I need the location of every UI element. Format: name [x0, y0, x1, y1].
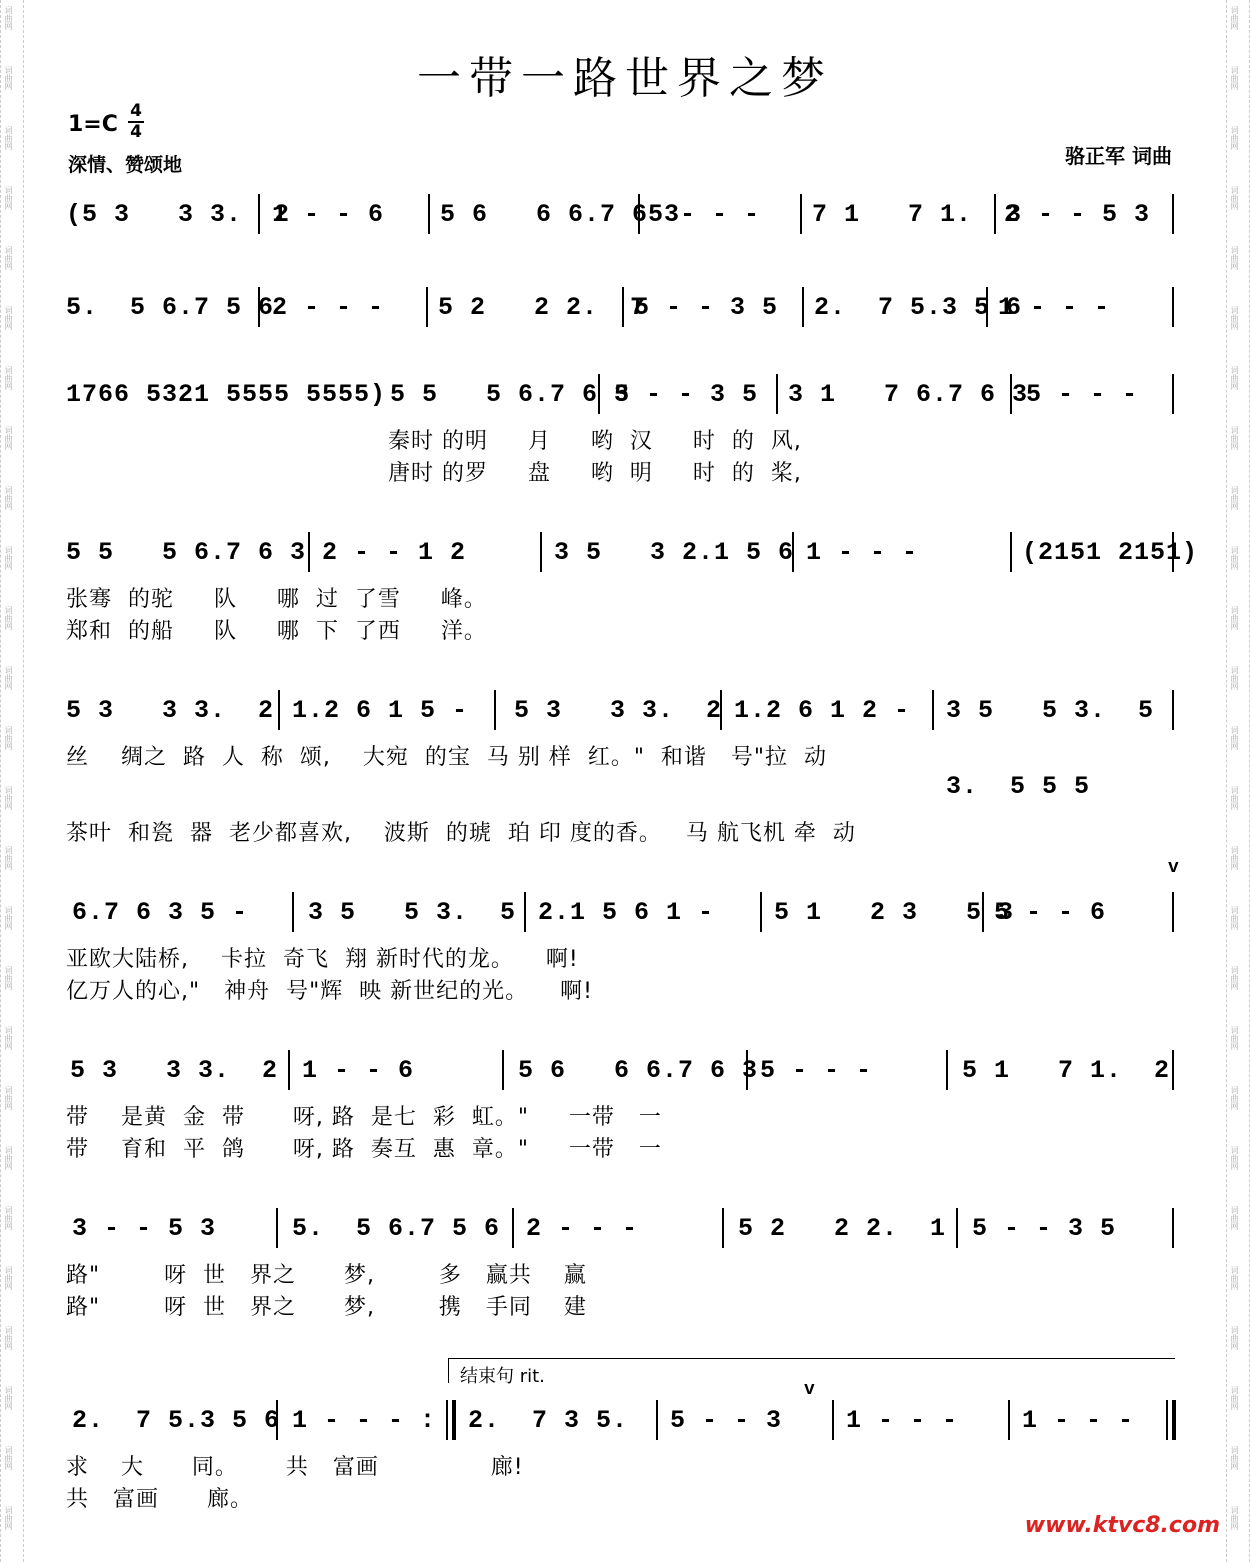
- measure: 3 5 3 2.1 5 6: [554, 538, 795, 567]
- measure: 5 - - 3 5: [972, 1214, 1117, 1243]
- measure: 5 2 2 2. 1: [738, 1214, 947, 1243]
- margin-watermark-text: 词曲网: [1230, 486, 1239, 510]
- score-system-6: [66, 898, 1176, 938]
- measure: 5 6 6 6.7 6 3: [440, 200, 681, 229]
- lyrics-verse-1: 求 大 同。 共 富画 廊!: [66, 1455, 524, 1480]
- margin-watermark-text: 词曲网: [1230, 1266, 1239, 1290]
- score-system-4: [66, 538, 1199, 578]
- measure: 5 6 6 6.7 6 3: [518, 1056, 759, 1085]
- measure: 5. 5 6.7 5 6: [66, 293, 275, 322]
- measure: 3 5 5 3. 5: [308, 898, 517, 927]
- measure: 1 - - -: [1022, 1406, 1135, 1435]
- margin-watermark-text: 词曲网: [4, 186, 13, 210]
- margin-watermark-text: 词曲网: [1230, 906, 1239, 930]
- tempo-marking: 深情、赞颂地: [68, 154, 183, 176]
- margin-watermark-text: 词曲网: [1230, 366, 1239, 390]
- margin-watermark-text: 词曲网: [4, 1266, 13, 1290]
- measure: 3 5 5 3. 5: [946, 696, 1155, 725]
- margin-watermark-text: 词曲网: [1230, 606, 1239, 630]
- alternate-notes: 3. 5 5 5: [946, 772, 1091, 801]
- margin-watermark-text: 词曲网: [1230, 966, 1239, 990]
- margin-watermark-text: 词曲网: [1230, 1026, 1239, 1050]
- lyrics-verse-1: 亚欧大陆桥, 卡拉 奇飞 翔 新时代的龙。 啊!: [66, 947, 579, 972]
- margin-watermark-text: 词曲网: [1230, 126, 1239, 150]
- margin-watermark-text: 词曲网: [4, 726, 13, 750]
- measure: 5 3 3 3. 2: [66, 696, 275, 725]
- measure: 3 1 7 6.7 6 3: [788, 380, 1029, 409]
- measure: 1 - - -: [846, 1406, 959, 1435]
- score-system-5: [66, 696, 1176, 736]
- margin-watermark-text: 词曲网: [1230, 306, 1239, 330]
- measure: 5 - - 3 5: [614, 380, 759, 409]
- margin-watermark-text: 词曲网: [4, 66, 13, 90]
- measure: 2 - - -: [272, 293, 385, 322]
- margin-watermark-text: 词曲网: [4, 366, 13, 390]
- song-title: 一带一路世界之梦: [417, 53, 833, 104]
- margin-watermark-text: 词曲网: [4, 1086, 13, 1110]
- margin-watermark-text: 词曲网: [4, 966, 13, 990]
- margin-watermark-text: 词曲网: [4, 606, 13, 630]
- lyrics-verse-2: 郑和 的船 队 哪 下 了西 洋。: [66, 619, 487, 644]
- measure: 5 3 3 3. 2: [514, 696, 723, 725]
- site-logo: www.ktvc8.com: [1024, 1513, 1220, 1538]
- margin-watermark-text: 词曲网: [4, 1026, 13, 1050]
- margin-watermark-text: 词曲网: [4, 126, 13, 150]
- margin-watermark-text: 词曲网: [1230, 6, 1239, 30]
- ending-label: 结束句 rit.: [460, 1366, 545, 1387]
- measure: 2 - - -: [526, 1214, 639, 1243]
- meter-top: 4: [130, 101, 142, 121]
- measure: (2151 2151): [1022, 538, 1199, 567]
- measure: 7 1 7 1. 2: [812, 200, 1021, 229]
- margin-watermark-text: 词曲网: [4, 426, 13, 450]
- lyrics-verse-2: 唐时 的罗 盘 哟 明 时 的 桨,: [388, 461, 802, 486]
- score-system-8: [66, 1214, 1176, 1254]
- measure: 1 - - -: [806, 538, 919, 567]
- measure: 2. 7 5.3 5 6: [72, 1406, 281, 1435]
- author-credit: 骆正军 词曲: [1065, 144, 1172, 168]
- right-margin-strip: [1226, 0, 1250, 1562]
- margin-watermark-text: 词曲网: [1230, 1206, 1239, 1230]
- margin-watermark-text: 词曲网: [1230, 186, 1239, 210]
- lyrics-verse-1: 秦时 的明 月 哟 汉 时 的 风,: [388, 429, 802, 454]
- margin-watermark-text: 词曲网: [1230, 666, 1239, 690]
- measure: 5 - - 6: [994, 898, 1107, 927]
- measure: (5 3 3 3. 2: [66, 200, 291, 229]
- measure: 5 - - 3 5: [634, 293, 779, 322]
- margin-watermark-text: 词曲网: [1230, 846, 1239, 870]
- measure: 1766 5321 5555 5555): [66, 380, 387, 409]
- margin-watermark-text: 词曲网: [4, 1146, 13, 1170]
- measure: 3 - - 5 3: [72, 1214, 217, 1243]
- margin-watermark-text: 词曲网: [4, 786, 13, 810]
- margin-watermark-text: 词曲网: [4, 1206, 13, 1230]
- margin-watermark-text: 词曲网: [1230, 1506, 1239, 1530]
- measure: 1 - - 6: [272, 200, 385, 229]
- measure: 5 - - 3: [670, 1406, 783, 1435]
- measure: 2 - - 1 2: [322, 538, 467, 567]
- measure: 5 - - -: [1026, 380, 1139, 409]
- margin-watermark-text: 词曲网: [4, 666, 13, 690]
- margin-watermark-text: 词曲网: [4, 1506, 13, 1530]
- measure: 2.1 5 6 1 -: [538, 898, 715, 927]
- lyrics-verse-2: 带 育和 平 鸽 呀, 路 奏互 惠 章。" 一带 一: [66, 1137, 662, 1162]
- margin-watermark-text: 词曲网: [1230, 1086, 1239, 1110]
- lyrics-verse-2: 共 富画 廊。: [66, 1487, 253, 1512]
- measure: 5. 5 6.7 5 6: [292, 1214, 501, 1243]
- measure: 1 - - 6: [302, 1056, 415, 1085]
- lyrics-verse-1: 路" 呀 世 界之 梦, 多 赢共 赢: [66, 1263, 587, 1288]
- measure: 5 5 5 6.7 6 3: [66, 538, 307, 567]
- margin-watermark-text: 词曲网: [1230, 786, 1239, 810]
- score-system-2: [66, 293, 1176, 333]
- measure: 1 - - - :: [292, 1406, 437, 1435]
- measure: 2. 7 5.3 5 6: [814, 293, 1023, 322]
- measure: 5 5 5 6.7 6 3: [390, 380, 631, 409]
- measure: 1.2 6 1 5 -: [292, 696, 469, 725]
- left-margin-strip: [0, 0, 24, 1562]
- lyrics-verse-2: 路" 呀 世 界之 梦, 携 手同 建: [66, 1295, 587, 1320]
- margin-watermark-text: 词曲网: [4, 1326, 13, 1350]
- margin-watermark-text: 词曲网: [1230, 1326, 1239, 1350]
- margin-watermark-text: 词曲网: [1230, 426, 1239, 450]
- breath-mark: v: [804, 1380, 816, 1400]
- margin-watermark-text: 词曲网: [1230, 246, 1239, 270]
- measure: 5 2 2 2. 7: [438, 293, 647, 322]
- measure: 5 1 7 1. 2: [962, 1056, 1171, 1085]
- time-signature: [128, 103, 144, 141]
- lyrics-verse-1: 丝 绸之 路 人 称 颂, 大宛 的宝 马 别 样 红。" 和谐 号"拉 动: [66, 745, 828, 770]
- margin-watermark-text: 词曲网: [1230, 546, 1239, 570]
- lyrics-verse-2: 茶叶 和瓷 器 老少都喜欢, 波斯 的琥 珀 印 度的香。 马 航飞机 牵 动: [66, 821, 856, 846]
- margin-watermark-text: 词曲网: [1230, 1146, 1239, 1170]
- lyrics-verse-1: 带 是黄 金 带 呀, 路 是七 彩 虹。" 一带 一: [66, 1105, 662, 1130]
- lyrics-verse-1: 张骞 的驼 队 哪 过 了雪 峰。: [66, 587, 487, 612]
- margin-watermark-text: 词曲网: [4, 846, 13, 870]
- lyrics-verse-2: 亿万人的心," 神舟 号"辉 映 新世纪的光。 啊!: [66, 979, 593, 1004]
- key-signature: 1=C: [68, 112, 118, 137]
- margin-watermark-text: 词曲网: [4, 306, 13, 330]
- margin-watermark-text: 词曲网: [1230, 726, 1239, 750]
- margin-watermark-text: 词曲网: [1230, 66, 1239, 90]
- measure: 5 1 2 3 5 3: [774, 898, 1015, 927]
- measure: 6.7 6 3 5 -: [72, 898, 249, 927]
- score-system-1: [66, 200, 1176, 240]
- margin-watermark-text: 词曲网: [4, 1386, 13, 1410]
- margin-watermark-text: 词曲网: [1230, 1386, 1239, 1410]
- measure: 3 - - 5 3: [1006, 200, 1151, 229]
- margin-watermark-text: 词曲网: [4, 246, 13, 270]
- margin-watermark-text: 词曲网: [4, 6, 13, 30]
- meter-bottom: 4: [130, 122, 142, 142]
- measure: 2. 7 3 5.: [468, 1406, 629, 1435]
- measure: 1.2 6 1 2 -: [734, 696, 911, 725]
- score-system-7: [66, 1056, 1176, 1096]
- margin-watermark-text: 词曲网: [1230, 1446, 1239, 1470]
- margin-watermark-text: 词曲网: [4, 486, 13, 510]
- margin-watermark-text: 词曲网: [4, 546, 13, 570]
- score-system-3: [66, 380, 1176, 420]
- measure: 5 3 3 3. 2: [70, 1056, 279, 1085]
- margin-watermark-text: 词曲网: [4, 906, 13, 930]
- measure: 5 - - -: [760, 1056, 873, 1085]
- score-system-9: [66, 1406, 1176, 1446]
- margin-watermark-text: 词曲网: [4, 1446, 13, 1470]
- measure: 5 - - -: [648, 200, 761, 229]
- measure: 1 - - -: [998, 293, 1111, 322]
- breath-mark: v: [1168, 858, 1180, 878]
